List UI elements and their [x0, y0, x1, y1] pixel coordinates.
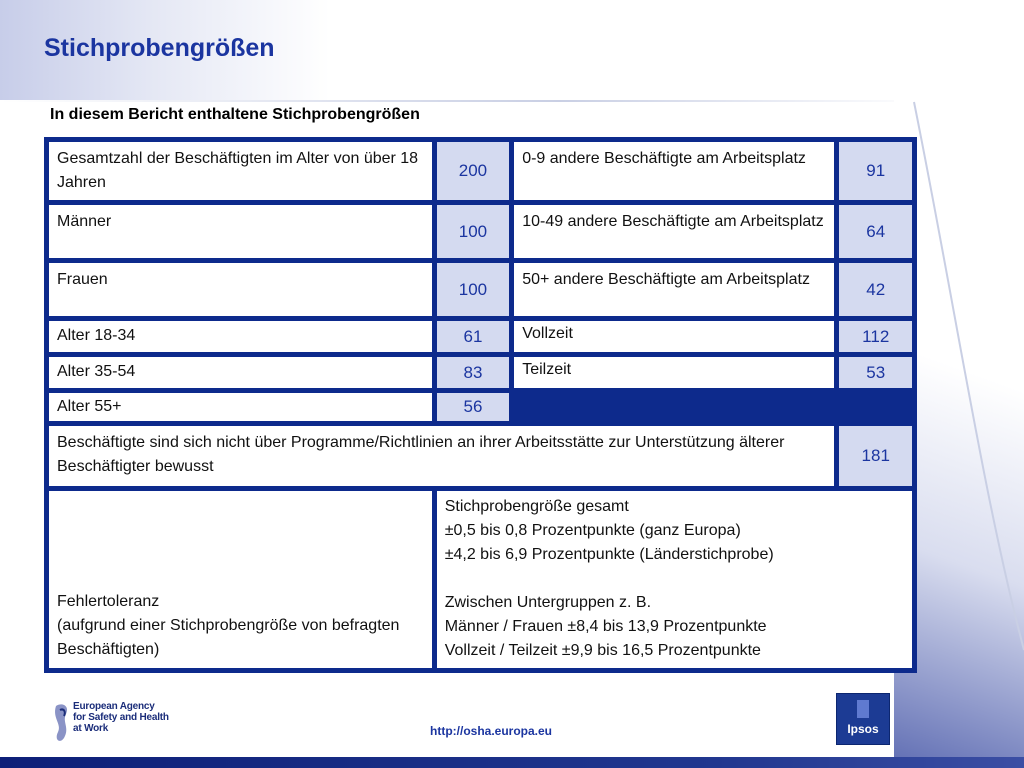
row-label: Gesamtzahl der Beschäftigten im Alter von über 18 Jahren — [49, 142, 432, 200]
sample-size-table — [44, 137, 917, 673]
row-value: 42 — [839, 263, 912, 316]
ipsos-mark-icon — [837, 694, 889, 722]
row-value: 100 — [437, 205, 510, 258]
row-value: 100 — [437, 263, 510, 316]
table-row — [49, 393, 912, 421]
row-value: 83 — [437, 357, 510, 388]
footer-bar — [0, 757, 1024, 768]
row-value: 200 — [437, 142, 510, 200]
error-margin-details — [437, 491, 912, 668]
row-value: 61 — [437, 321, 510, 352]
row-label: Vollzeit — [514, 321, 834, 352]
table-row — [49, 263, 912, 316]
detail-line: Vollzeit / Teilzeit ±9,9 bis 16,5 Prozentpunkte — [444, 642, 761, 659]
error-margin-title: Fehlertoleranz — [57, 593, 160, 610]
detail-line: Männer / Frauen ±8,4 bis 13,9 Prozentpunkte — [444, 618, 767, 635]
row-value: 112 — [839, 321, 912, 352]
detail-line: ±4,2 bis 6,9 Prozentpunkte (Länderstichprobe) — [444, 546, 774, 563]
detail-spacer — [445, 567, 904, 591]
row-label: 10-49 andere Beschäftigte am Arbeitsplatz — [514, 205, 834, 258]
row-label: Männer — [49, 205, 432, 258]
awareness-row — [49, 426, 912, 486]
row-label: 50+ andere Beschäftigte am Arbeitsplatz — [514, 263, 834, 316]
detail-line: Stichprobengröße gesamt — [444, 498, 629, 515]
table-row — [49, 205, 912, 258]
row-label: Alter 18-34 — [49, 321, 432, 352]
row-value: 91 — [839, 142, 912, 200]
page-title: Stichprobengrößen — [44, 34, 275, 62]
header-divider — [0, 100, 930, 102]
table-row — [49, 142, 912, 200]
agency-line: at Work — [73, 723, 109, 734]
detail-line: ±0,5 bis 0,8 Prozentpunkte (ganz Europa) — [444, 522, 741, 539]
table-row — [49, 357, 912, 388]
ipsos-logo — [836, 693, 890, 745]
agency-name — [73, 701, 169, 734]
detail-line: Zwischen Untergruppen z. B. — [444, 594, 652, 611]
agency-line: European Agency — [73, 701, 155, 712]
error-margin-subtitle: (aufgrund einer Stichprobengröße von befragten Beschäftigten) — [57, 617, 400, 658]
error-margin-label — [49, 491, 432, 668]
row-label: Frauen — [49, 263, 432, 316]
awareness-value: 181 — [839, 426, 912, 486]
agency-line: for Safety and Health — [73, 712, 169, 723]
table-subtitle: In diesem Bericht enthaltene Stichprobengrößen — [50, 106, 420, 123]
ipsos-label: Ipsos — [847, 722, 879, 736]
awareness-label: Beschäftigte sind sich nicht über Programme/Richtlinien an ihrer Arbeitsstätte zur Unterstützung älterer Beschäftigter bewusst — [49, 426, 834, 486]
table-row — [49, 321, 912, 352]
row-value: 64 — [839, 205, 912, 258]
empty-cell — [514, 393, 912, 421]
row-label: 0-9 andere Beschäftigte am Arbeitsplatz — [514, 142, 834, 200]
row-label: Alter 55+ — [49, 393, 432, 421]
footer-url-link[interactable]: http://osha.europa.eu — [430, 724, 553, 738]
row-label: Teilzeit — [514, 357, 834, 388]
error-margin-row — [49, 491, 912, 668]
row-value: 53 — [839, 357, 912, 388]
row-label: Alter 35-54 — [49, 357, 432, 388]
row-value: 56 — [437, 393, 510, 421]
